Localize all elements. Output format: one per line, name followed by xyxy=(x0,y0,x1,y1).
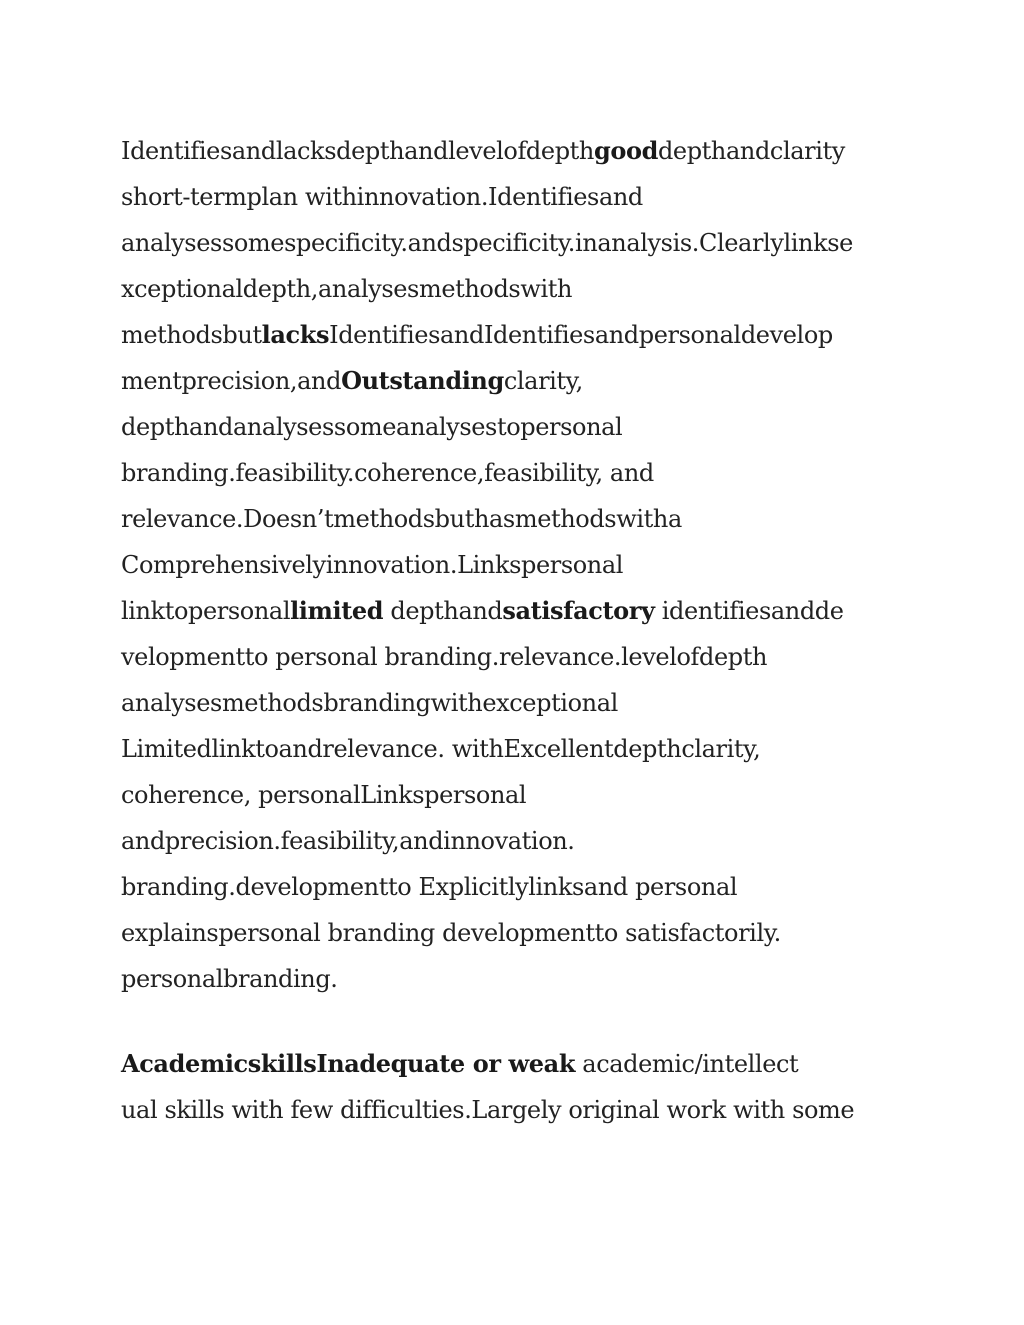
text-line: branding.feasibility.coherence,feasibility, and xyxy=(121,459,654,487)
bold-text-run: Outstanding xyxy=(341,366,504,395)
rubric-paragraph-2 xyxy=(121,1041,921,1133)
text-line: Limitedlinktoandrelevance. withExcellentdepthclarity, xyxy=(121,735,761,763)
bold-text-run: AcademicskillsInadequate or weak xyxy=(121,1049,576,1078)
text-line: ual skills with few difficulties.Largely original work with some xyxy=(121,1096,855,1124)
text-run: depthand xyxy=(383,597,503,625)
bold-text-run: good xyxy=(593,136,658,165)
text-line xyxy=(121,358,921,404)
paragraph-spacer xyxy=(121,1002,921,1041)
text-line: depthandanalysessomeanalysestopersonal xyxy=(121,413,623,441)
text-line: coherence, personalLinkspersonal xyxy=(121,781,527,809)
text-run: clarity, xyxy=(503,367,583,395)
text-run: linktopersonal xyxy=(121,597,291,625)
text-line: analysessomespecificity.andspecificity.inanalysis.Clearlylinkse xyxy=(121,229,853,257)
text-line: xceptionaldepth,analysesmethodswith xyxy=(121,275,573,303)
text-run: methodsbut xyxy=(121,321,262,349)
text-run: Identifiesandlacksdepthandlevelofdepth xyxy=(121,137,594,165)
text-run: identifiesandde xyxy=(654,597,844,625)
bold-text-run: lacks xyxy=(261,320,330,349)
text-line xyxy=(121,588,921,634)
text-run: depthandclarity xyxy=(657,137,845,165)
text-line: short-termplan withinnovation.Identifiesand xyxy=(121,183,643,211)
text-line: velopmentto personal branding.relevance.levelofdepth xyxy=(121,643,768,671)
text-line: analysesmethodsbrandingwithexceptional xyxy=(121,689,618,717)
bold-text-run: satisfactory xyxy=(502,596,655,625)
text-line: explainspersonal branding developmentto satisfactorily. xyxy=(121,919,781,947)
text-line: relevance.Doesn’tmethodsbuthasmethodswitha xyxy=(121,505,682,533)
text-run: academic/intellect xyxy=(575,1050,799,1078)
text-run: IdentifiesandIdentifiesandpersonaldevelop xyxy=(329,321,833,349)
bold-text-run: limited xyxy=(290,596,384,625)
document-page xyxy=(121,128,921,1133)
text-line: Comprehensivelyinnovation.Linkspersonal xyxy=(121,551,624,579)
text-run: mentprecision,and xyxy=(121,367,342,395)
text-line xyxy=(121,1041,921,1087)
text-line xyxy=(121,128,921,174)
text-line: personalbranding. xyxy=(121,965,338,993)
rubric-paragraph-1 xyxy=(121,128,921,1002)
text-line xyxy=(121,312,921,358)
text-line: branding.developmentto Explicitlylinksand personal xyxy=(121,873,738,901)
text-line: andprecision.feasibility,andinnovation. xyxy=(121,827,575,855)
